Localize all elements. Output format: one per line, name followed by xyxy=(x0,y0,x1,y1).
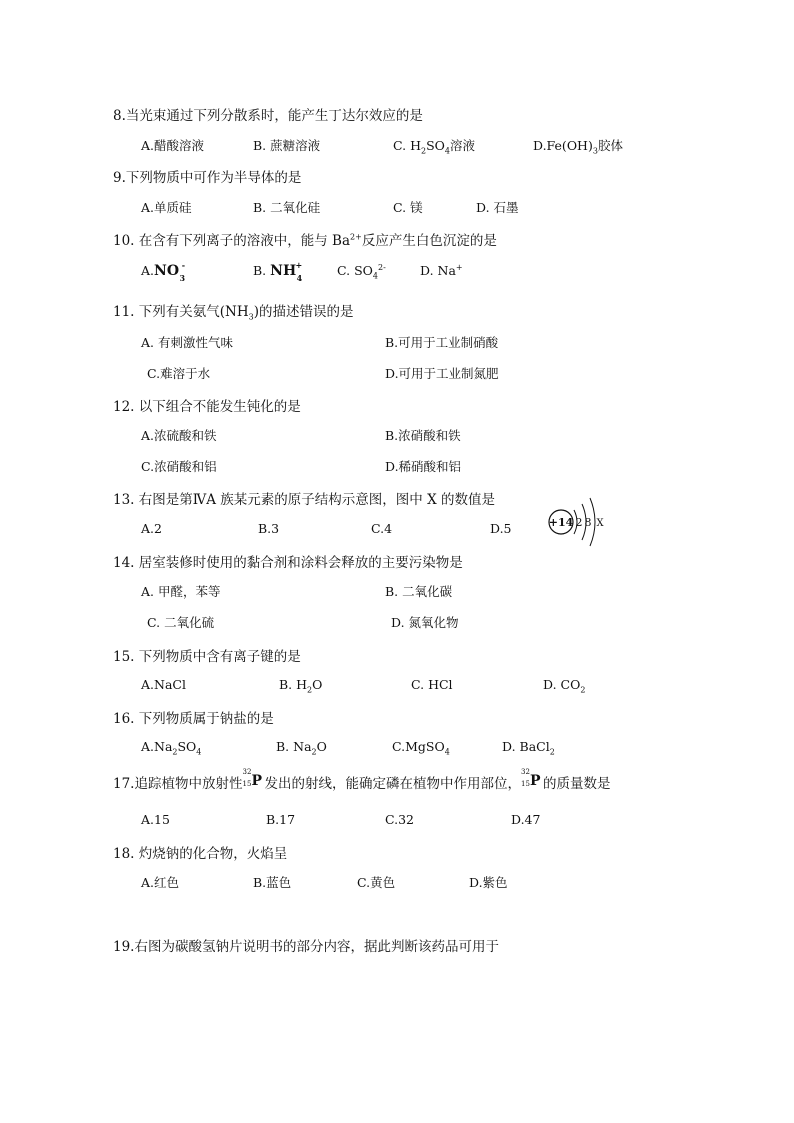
q16-option-a: $A.Na_2SO_4$ xyxy=(141,739,202,757)
question-11-stem: 11. 下列有关氨气$(NH_3)$的描述错误的是 xyxy=(113,304,354,322)
shell-3-electrons: X xyxy=(596,518,604,529)
question-12-stem: 12. 以下组合不能发生钝化的是 xyxy=(113,399,301,415)
q8-option-a: A.醋酸溶液 xyxy=(141,138,205,153)
q11-option-c: C.难溶于水 xyxy=(147,366,211,381)
q14-option-c: C. 二氧化硫 xyxy=(147,615,215,630)
atomic-structure-diagram xyxy=(544,494,616,552)
q13-option-b: B.3 xyxy=(258,521,280,536)
question-13-stem: 13. 右图是第ⅣA 族某元素的原子结构示意图，图中 X 的数值是 xyxy=(113,492,495,508)
question-15-stem: 15. 下列物质中含有离子键的是 xyxy=(113,649,301,665)
q15-option-b: B. $H_2O$ xyxy=(279,677,323,695)
q11-option-b: B.可用于工业制硝酸 xyxy=(385,335,499,350)
q12-option-a: A.浓硫酸和铁 xyxy=(141,428,217,443)
q17-option-b: B.17 xyxy=(266,812,296,827)
q9-option-a: A.单质硅 xyxy=(141,200,192,215)
q10-option-d: D. Na+ xyxy=(420,263,463,279)
shell-1-electrons: 2 xyxy=(575,516,583,529)
q9-option-c: C. 镁 xyxy=(393,200,423,215)
q15-option-c: C. HCl xyxy=(411,677,453,692)
question-16-stem: 16. 下列物质属于钠盐的是 xyxy=(113,711,274,727)
q16-option-b: B. $Na_2O$ xyxy=(276,739,327,757)
q14-option-a: A. 甲醛，苯等 xyxy=(141,584,221,599)
q9-option-b: B. 二氧化硅 xyxy=(253,200,321,215)
q14-option-d: D. 氮氧化物 xyxy=(391,615,459,630)
question-8-stem: 8.当光束通过下列分散系时，能产生丁达尔效应的是 xyxy=(113,108,423,124)
question-18-stem: 18. 灼烧钠的化合物，火焰呈 xyxy=(113,846,288,862)
q18-option-d: D.紫色 xyxy=(469,875,508,890)
q13-option-d: D.5 xyxy=(490,521,512,536)
q18-option-a: A.红色 xyxy=(141,875,180,890)
q14-option-b: B. 二氧化碳 xyxy=(385,584,453,599)
q12-option-c: C.浓硝酸和铝 xyxy=(141,459,217,474)
q10-option-b: B. NH + 4 xyxy=(253,260,303,283)
shell-2-electrons: 8 xyxy=(584,516,592,529)
phosphorus-isotope: 32 15 P xyxy=(242,768,263,789)
q8-option-b: B. 蔗糖溶液 xyxy=(253,138,321,153)
q17-option-a: A.15 xyxy=(141,812,170,827)
q17-option-c: C.32 xyxy=(385,812,414,827)
q9-option-d: D. 石墨 xyxy=(476,200,519,215)
q12-option-b: B.浓硝酸和铁 xyxy=(385,428,461,443)
q18-option-b: B.蓝色 xyxy=(253,875,292,890)
q16-option-d: D. BaCl$_2$ xyxy=(502,739,555,757)
q8-option-d: $D.Fe(OH)_3$胶体 xyxy=(533,138,623,156)
question-14-stem: 14. 居室装修时使用的黏合剂和涂料会释放的主要污染物是 xyxy=(113,555,463,571)
question-19-stem: 19.右图为碳酸氢钠片说明书的部分内容，据此判断该药品可用于 xyxy=(113,939,499,955)
q10-option-c: C. $SO_4^{2-}$ xyxy=(337,263,386,281)
q13-option-c: C.4 xyxy=(371,521,393,536)
q15-option-d: D. $CO_2$ xyxy=(543,677,586,695)
nucleus-charge: +14 xyxy=(548,516,574,529)
q11-option-d: D.可用于工业制氮肥 xyxy=(385,366,499,381)
q11-option-a: A. 有刺激性气味 xyxy=(141,335,233,350)
q17-option-d: D.47 xyxy=(511,812,541,827)
q18-option-c: C.黄色 xyxy=(357,875,396,890)
question-10-stem: 10. 在含有下列离子的溶液中，能与 $Ba^{2+}$反应产生白色沉淀的是 xyxy=(113,232,497,249)
question-9-stem: 9.下列物质中可作为半导体的是 xyxy=(113,170,302,186)
q10-option-a: A.NO - 3 xyxy=(141,260,186,283)
q12-option-d: D.稀硝酸和铝 xyxy=(385,459,462,474)
phosphorus-isotope-2: 32 15 P xyxy=(520,768,541,789)
q15-option-a: A.NaCl xyxy=(141,677,186,692)
question-17-stem: 17.追踪植物中放射性 32 15 P 发出的射线，能确定磷在植物中作用部位， 32 15 P 的质量数是 xyxy=(113,768,611,792)
q16-option-c: C.MgSO$_4$ xyxy=(392,739,450,757)
q13-option-a: A.2 xyxy=(141,521,162,536)
q8-option-c: C. $H_2SO_4$溶液 xyxy=(393,138,475,156)
